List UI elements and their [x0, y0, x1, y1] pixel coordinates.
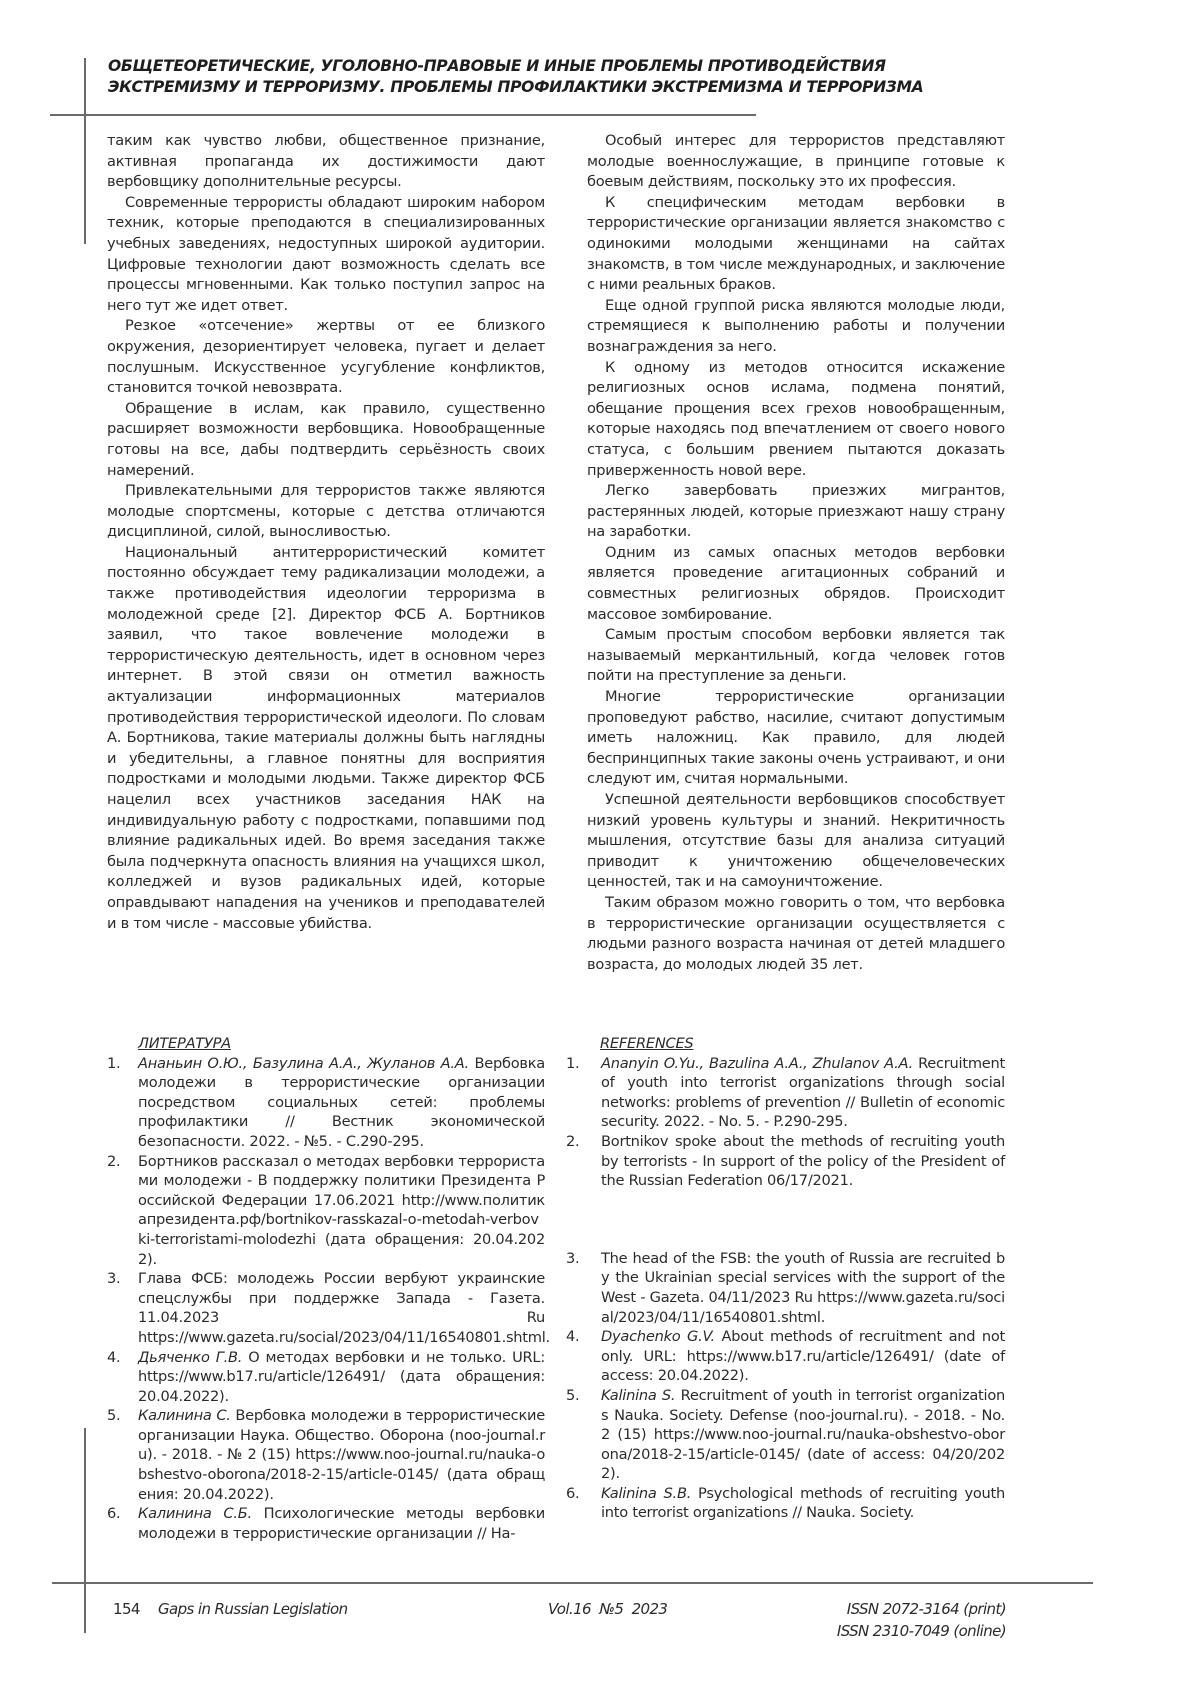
references-ru-list [107, 1054, 550, 1544]
reference-item [566, 1249, 1005, 1327]
reference-item [566, 1386, 1005, 1484]
reference-number: 1. [107, 1054, 121, 1072]
reference-text: Recruitment of youth into terrorist organizations through social networks: problems of prevention // Bulletin of economic security. 2022. - No. 5. - P.290-295. [601, 1054, 1005, 1131]
reference-authors: Kalinina S.B. [601, 1484, 692, 1502]
reference-text: Вербовка молодежи в террористические организации посредством социальных сетей: проблемы профилактики // Вестник экономической безопасности. 2022. - №5. - С.290-295. [138, 1054, 545, 1150]
paragraph: Привлекательными для террористов также являются молодые спортсмены, которые с детства отличаются дисциплиной, силой, выносливостью. [107, 482, 545, 541]
paragraph: К специфическим методам вербовки в террористические организации является знакомство с одинокими молодыми женщинами на сайтах знакомств, в том числе международных, и заключение с ними реальных браков. [587, 193, 1005, 294]
paragraph: Многие террористические организации проповедуют рабство, насилие, считают допустимым иметь наложниц. Как правило, для людей беспринципных такие законы очень устраивают, и они следуют им, считая нормальными. [587, 688, 1005, 788]
page-number: 154 [113, 1600, 140, 1618]
footer-horizontal-rule [52, 1582, 1093, 1584]
paragraph: Самым простым способом вербовки является так называемый меркантильный, когда человек готов пойти на преступление за деньги. [587, 626, 1005, 685]
issn-block [837, 1598, 1006, 1642]
paragraph: К одному из методов относится искажение религиозных основ ислама, подмена понятий, обещание прощения всех грехов новообращенным, которые находясь под впечатлением от своего нового статуса, с большим рвением пытаются доказать приверженность новой вере. [587, 358, 1005, 479]
reference-authors: Дьяченко Г.В. [138, 1348, 243, 1366]
paragraph: Национальный антитеррористический комитет постоянно обсуждает тему радикализации молодежи, а также противодействия идеологии терроризма в молодежной среде [2]. Директор ФСБ А. Бортников заявил, что такое вовлечение молодежи в террористическую деятельность, идет в основном через интернет. В этой связи он отметил важность актуализации информационных материалов противодействия террористической идеологи. По словам А. Бортникова, такие материалы должны быть наглядны и убедительны, а главное понятны для восприятия подростками и молодыми людьми. Также директор ФСБ нацелил всех участников заседания НАК на индивидуальную работу с подростками, попавшими под влияние радикальных идей. Во время заседания также была подчеркнута опасность влияния на учащихся школ, колледжей и вузов радикальных идей, которые оправдывают нападения на учеников и преподавателей и в том числе - массовые убийства. [107, 543, 545, 932]
reference-number: 5. [566, 1386, 580, 1404]
reference-authors: Калинина С. [138, 1407, 231, 1425]
reference-text: Psychological methods of recruiting youth into terrorist organizations // Nauka. Society. [601, 1484, 1006, 1522]
references-ru [107, 1034, 550, 1543]
reference-text: The head of the FSB: the youth of Russia are recruited by the Ukrainian special services with the support of the West - Gazeta. 04/11/2023 Ru https://www.gazeta.ru/social/2023/04/11/16540801.shtml. [601, 1249, 1005, 1326]
paragraph: Обращение в ислам, как правило, существенно расширяет возможности вербовщика. Новообращенные готовы на все, дабы подтвердить серьёзность своих намерений. [107, 399, 545, 479]
reference-item [107, 1269, 550, 1347]
reference-item [566, 1132, 1005, 1191]
paragraph: Легко завербовать приезжих мигрантов, растерянных людей, которые приезжают нашу страну на заработки. [587, 482, 1005, 541]
reference-text: Психологические методы вербовки молодежи в террористические организации // На- [138, 1505, 545, 1542]
header-vertical-rule [84, 58, 86, 244]
reference-item [107, 1406, 545, 1504]
references-en-list [566, 1054, 1005, 1523]
reference-number: 6. [566, 1484, 580, 1502]
reference-text: Глава ФСБ: молодежь России вербуют украинские спецслужбы при поддержке Запада - Газета. 11.04.2023 Ru https://www.gazeta.ru/social/2023/04/11/16540801.shtml. [138, 1270, 550, 1346]
reference-number: 4. [566, 1328, 580, 1346]
reference-number: 1. [566, 1054, 580, 1072]
issn-online: ISSN 2310-7049 (online) [836, 1622, 1006, 1640]
reference-authors: Dyachenko G.V. [601, 1328, 715, 1346]
reference-number: 2. [566, 1132, 580, 1150]
paragraph: Особый интерес для террористов представляют молодые военнослужащие, в принципе готовые к боевым действиям, поскольку это их профессия. [587, 132, 1005, 191]
references-en [566, 1034, 1005, 1523]
header-horizontal-rule [50, 114, 756, 116]
issn-print: ISSN 2072-3164 (print) [846, 1600, 1006, 1618]
paragraph: Одним из самых опасных методов вербовки является проведение агитационных собраний и совместных религиозных обрядов. Происходит массовое зомбирование. [587, 543, 1005, 623]
reference-number: 3. [566, 1249, 580, 1267]
paragraph: Успешной деятельности вербовщиков способствует низкий уровень культуры и знаний. Некритичность мышления, отсутствие базы для анализа ситуаций приводит к уничтожению общечеловеческих ценностей, так и на самоуничтожение. [587, 791, 1005, 891]
reference-text: Вербовка молодежи в террористические организации Наука. Общество. Оборона (noo-journal.ru). - 2018. - № 2 (15) https://www.noo-journal.ru/nauka-obshestvo-oborona/2018-2-15/article-0145/ (дата обращения: 20.04.2022). [138, 1407, 545, 1503]
reference-text: Бортников рассказал о методах вербовки террористами молодежи - В поддержку политики Президента Российской Федерации 17.06.2021 http://www.политикапрезидента.рф/bortnikov-rasskazal-o-metodah-verbovki-terroristami-molodezhi (дата обращения: 20.04.2022). [138, 1152, 545, 1268]
paragraph: таким как чувство любви, общественное признание, активная пропаганда их достижимости дают вербовщику дополнительные ресурсы. [107, 132, 545, 191]
reference-item [107, 1504, 545, 1543]
reference-text: О методах вербовки и не только. URL: https://www.b17.ru/article/126491/ (дата обращения: 20.04.2022). [138, 1348, 545, 1405]
reference-number: 2. [107, 1152, 121, 1170]
reference-number: 5. [107, 1407, 121, 1425]
reference-item [566, 1327, 1005, 1386]
reference-item [566, 1054, 1005, 1132]
reference-text: Bortnikov spoke about the methods of recruiting youth by terrorists - In support of the policy of the President of the Russian Federation 06/17/2021. [601, 1132, 1005, 1190]
paragraph: Современные террористы обладают широким набором техник, которые преподаются в специализированных учебных заведениях, недоступных широкой аудитории. Цифровые технологии дают возможность сделать все процессы мгновенными. Как только поступил запрос на него тут же идет ответ. [107, 193, 545, 314]
reference-authors: Kalinina S. [601, 1386, 676, 1404]
reference-authors: Ананьин О.Ю., Базулина А.А., Жуланов А.А. [138, 1054, 469, 1072]
paragraph: Еще одной группой риска являются молодые люди, стремящиеся к выполнению работы и получении вознаграждения за него. [587, 296, 1005, 355]
reference-item [566, 1484, 1005, 1523]
reference-authors: Калинина С.Б. [138, 1505, 252, 1523]
reference-text: Recruitment of youth in terrorist organizations Nauka. Society. Defense (noo-journal.ru). - 2018. - No. 2 (15) https://www.noo-journal.ru/nauka-obshestvo-oborona/2018-2-15/article-0145/ (date of access: 04/20/2022). [601, 1386, 1006, 1483]
references-ru-title: ЛИТЕРАТУРА [138, 1035, 231, 1052]
reference-number: 4. [107, 1348, 121, 1366]
running-header [108, 56, 1068, 98]
right-column [587, 131, 1005, 975]
footer-vertical-rule [84, 1428, 86, 1633]
running-header-line-1: ОБЩЕТЕОРЕТИЧЕСКИЕ, УГОЛОВНО-ПРАВОВЫЕ И ИНЫЕ ПРОБЛЕМЫ ПРОТИВОДЕЙСТВИЯ [108, 57, 886, 75]
journal-title: Gaps in Russian Legislation [158, 1600, 348, 1618]
paragraph: Резкое «отсечение» жертвы от ее близкого окружения, дезориентирует человека, пугает и делает послушным. Искусственное усугубление конфликтов, становится точкой невозврата. [107, 317, 545, 397]
reference-authors: Ananyin O.Yu., Bazulina A.A., Zhulanov A.A. [601, 1054, 913, 1072]
reference-number: 3. [107, 1270, 121, 1288]
journal-issue: Vol.16 №5 2023 [548, 1600, 668, 1618]
reference-item [107, 1152, 545, 1270]
left-column [107, 131, 545, 934]
reference-item [107, 1054, 545, 1152]
paragraph: Таким образом можно говорить о том, что вербовка в террористические организации осуществляется с людьми разного возраста начиная от детей младшего возраста, до молодых людей 35 лет. [587, 893, 1005, 973]
reference-text: About methods of recruitment and not only. URL: https://www.b17.ru/article/126491/ (date of access: 20.04.2022). [601, 1328, 1005, 1385]
references-en-title: REFERENCES [600, 1035, 694, 1052]
reference-number: 6. [107, 1505, 121, 1523]
running-header-line-2: ЭКСТРЕМИЗМУ И ТЕРРОРИЗМУ. ПРОБЛЕМЫ ПРОФИЛАКТИКИ ЭКСТРЕМИЗМА И ТЕРРОРИЗМА [108, 78, 924, 96]
reference-item [107, 1348, 545, 1407]
